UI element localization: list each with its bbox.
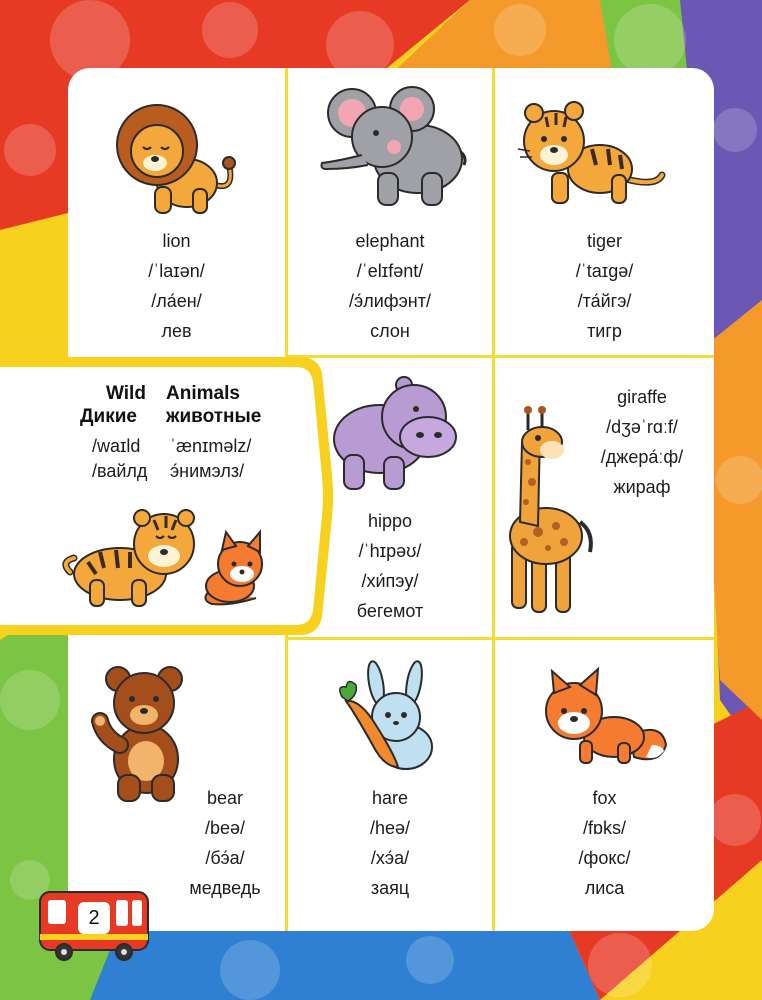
hare-icon xyxy=(336,655,444,775)
lion-ipa: /ˈlaɪən/ xyxy=(148,261,205,281)
giraffe-ru: жираф xyxy=(613,477,671,497)
fox-icon xyxy=(540,665,668,767)
elephant-ru: слон xyxy=(370,321,410,341)
lion-word: lion xyxy=(162,231,191,251)
tiger-text xyxy=(495,226,714,346)
tiger-ru-transcription: /та́йгэ/ xyxy=(577,291,632,311)
title-ru-transcription-animals: э́нимэлз/ xyxy=(170,461,245,481)
fox-text xyxy=(495,783,714,903)
hare-ru-transcription: /хэ́а/ xyxy=(370,848,410,868)
bear-ipa: /beə/ xyxy=(204,818,246,838)
grid-divider xyxy=(285,355,714,358)
fox-ru-transcription: /фокс/ xyxy=(578,848,631,868)
title-transcription-wild: /waɪld xyxy=(92,436,141,456)
hippo-ru: бегемот xyxy=(356,601,424,621)
giraffe-text xyxy=(572,382,712,502)
tiger-icon xyxy=(516,95,666,210)
bear-ru-transcription: /бэ́а/ xyxy=(205,848,245,868)
hippo-word: hippo xyxy=(367,511,413,531)
bear-word: bear xyxy=(206,788,244,808)
giraffe-ru-transcription: /джера́ːф/ xyxy=(600,447,684,467)
elephant-text xyxy=(288,226,492,346)
lion-ru-transcription: /ла́ен/ xyxy=(151,291,202,311)
fox-ipa: /fɒks/ xyxy=(582,818,626,838)
grid-divider xyxy=(285,637,714,640)
tiger-ipa: /ˈtaɪɡə/ xyxy=(575,261,634,281)
hippo-ru-transcription: /хи́пэу/ xyxy=(361,571,419,591)
title-transcription-animals: ˈænɪməlz/ xyxy=(170,436,252,456)
title-word-animals: Animals xyxy=(166,383,240,404)
title-ru-transcription-wild: /вайлд xyxy=(92,461,148,481)
tiger-ru: тигр xyxy=(587,321,622,341)
hare-ipa: /heə/ xyxy=(369,818,411,838)
elephant-ru-transcription: /э́лифэнт/ xyxy=(349,291,431,311)
lion-ru: лев xyxy=(161,321,192,341)
page-number: 2 xyxy=(78,902,110,934)
title-ru-wild: Дикие xyxy=(80,406,137,427)
bear-text xyxy=(170,783,280,903)
hippo-text xyxy=(288,506,492,626)
lion-text xyxy=(68,226,285,346)
elephant-word: elephant xyxy=(355,231,425,251)
lion-icon xyxy=(105,95,245,220)
elephant-icon xyxy=(318,85,468,213)
tiger-and-fox-icon xyxy=(60,502,280,612)
title-word-wild: Wild xyxy=(106,383,146,404)
hare-ru: заяц xyxy=(370,878,410,898)
hippo-ipa: /ˈhɪpəʊ/ xyxy=(358,541,422,561)
hare-word: hare xyxy=(371,788,409,808)
fox-word: fox xyxy=(592,788,617,808)
title-ru-animals: животные xyxy=(166,406,262,427)
giraffe-word: giraffe xyxy=(617,387,667,407)
hippo-icon xyxy=(330,375,462,495)
giraffe-ipa: /dʒəˈrɑːf/ xyxy=(606,417,678,437)
bear-ru: медведь xyxy=(189,878,261,898)
elephant-ipa: /ˈelɪfənt/ xyxy=(356,261,424,281)
fox-ru: лиса xyxy=(584,878,625,898)
hare-text xyxy=(288,783,492,903)
tiger-word: tiger xyxy=(586,231,622,251)
